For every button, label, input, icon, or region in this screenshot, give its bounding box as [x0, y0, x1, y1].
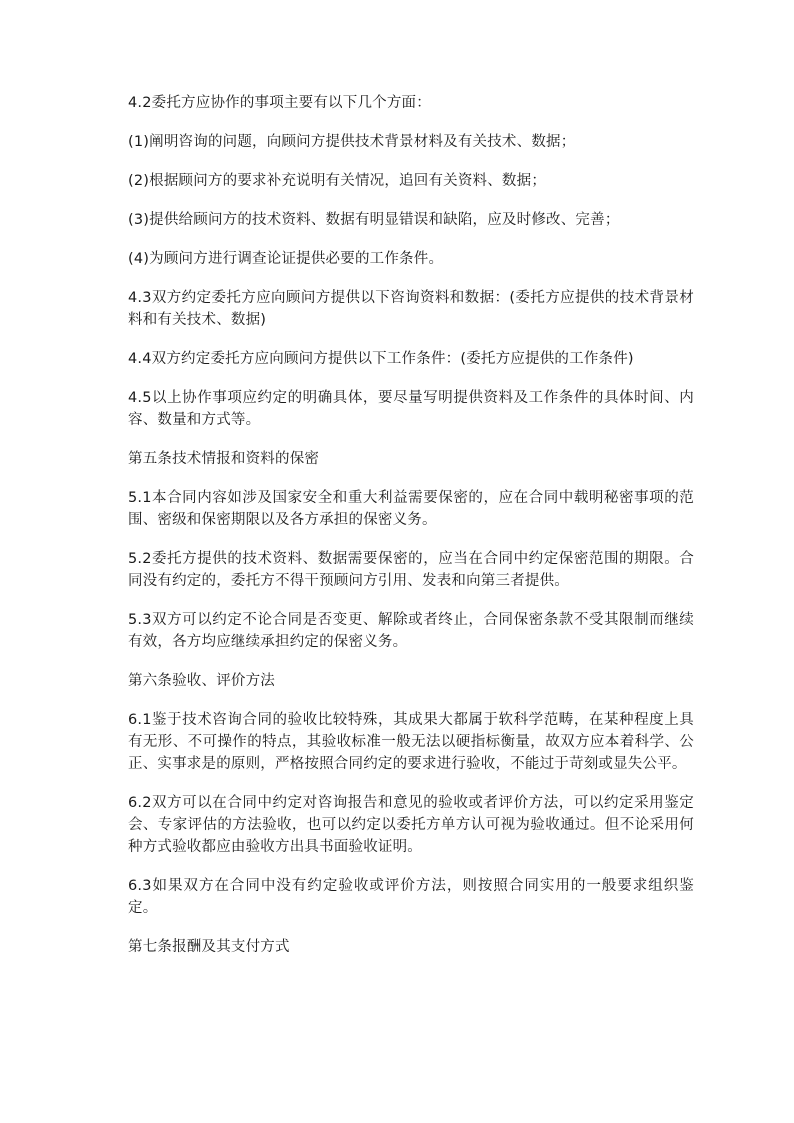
section-5-heading: 第五条技术情报和资料的保密: [128, 451, 320, 467]
clause-4-2-heading: 4.2委托方应协作的事项主要有以下几个方面：: [128, 95, 431, 111]
clause-4-4: 4.4双方约定委托方应向顾问方提供以下工作条件：(委托方应提供的工作条件): [128, 351, 634, 367]
section-7-heading: 第七条报酬及其支付方式: [128, 939, 290, 955]
clause-5-1: 5.1本合同内容如涉及国家安全和重大利益需要保密的，应在合同中载明秘密事项的范围、密级和保密期限以及各方承担的保密义务。: [128, 490, 694, 528]
clause-5-3: 5.3双方可以约定不论合同是否变更、解除或者终止，合同保密条款不受其限制而继续有效，各方均应继续承担约定的保密义务。: [128, 612, 694, 650]
document-body: [128, 92, 694, 975]
clause-4-3: 4.3双方约定委托方应向顾问方提供以下咨询资料和数据：(委托方应提供的技术背景材料和有关技术、数据): [128, 290, 694, 328]
clause-4-5: 4.5以上协作事项应约定的明确具体，要尽量写明提供资料及工作条件的具体时间、内容、数量和方式等。: [128, 390, 694, 428]
clause-6-2: 6.2双方可以在合同中约定对咨询报告和意见的验收或者评价方法，可以约定采用鉴定会、专家评估的方法验收，也可以约定以委托方单方认可视为验收通过。但不论采用何种方式验收都应由验收方出具书面验收证明。: [128, 795, 694, 855]
list-item-4: (4)为顾问方进行调查论证提供必要的工作条件。: [128, 251, 444, 267]
list-item-3: (3)提供给顾问方的技术资料、数据有明显错误和缺陷，应及时修改、完善；: [128, 212, 620, 228]
list-item-2: (2)根据顾问方的要求补充说明有关情况，追回有关资料、数据；: [128, 173, 547, 189]
clause-6-3: 6.3如果双方在合同中没有约定验收或评价方法，则按照合同实用的一般要求组织鉴定。: [128, 878, 694, 916]
section-6-heading: 第六条验收、评价方法: [128, 673, 275, 689]
clause-5-2: 5.2委托方提供的技术资料、数据需要保密的，应当在合同中约定保密范围的期限。合同没有约定的，委托方不得干预顾问方引用、发表和向第三者提供。: [128, 551, 694, 589]
list-item-1: (1)阐明咨询的问题，向顾问方提供技术背景材料及有关技术、数据；: [128, 134, 576, 150]
clause-6-1: 6.1鉴于技术咨询合同的验收比较特殊，其成果大都属于软科学范畴，在某种程度上具有无形、不可操作的特点，其验收标准一般无法以硬指标衡量，故双方应本着科学、公正、实事求是的原则，严格按照合同约定的要求进行验收，不能过于苛刻或显失公平。: [128, 712, 694, 772]
